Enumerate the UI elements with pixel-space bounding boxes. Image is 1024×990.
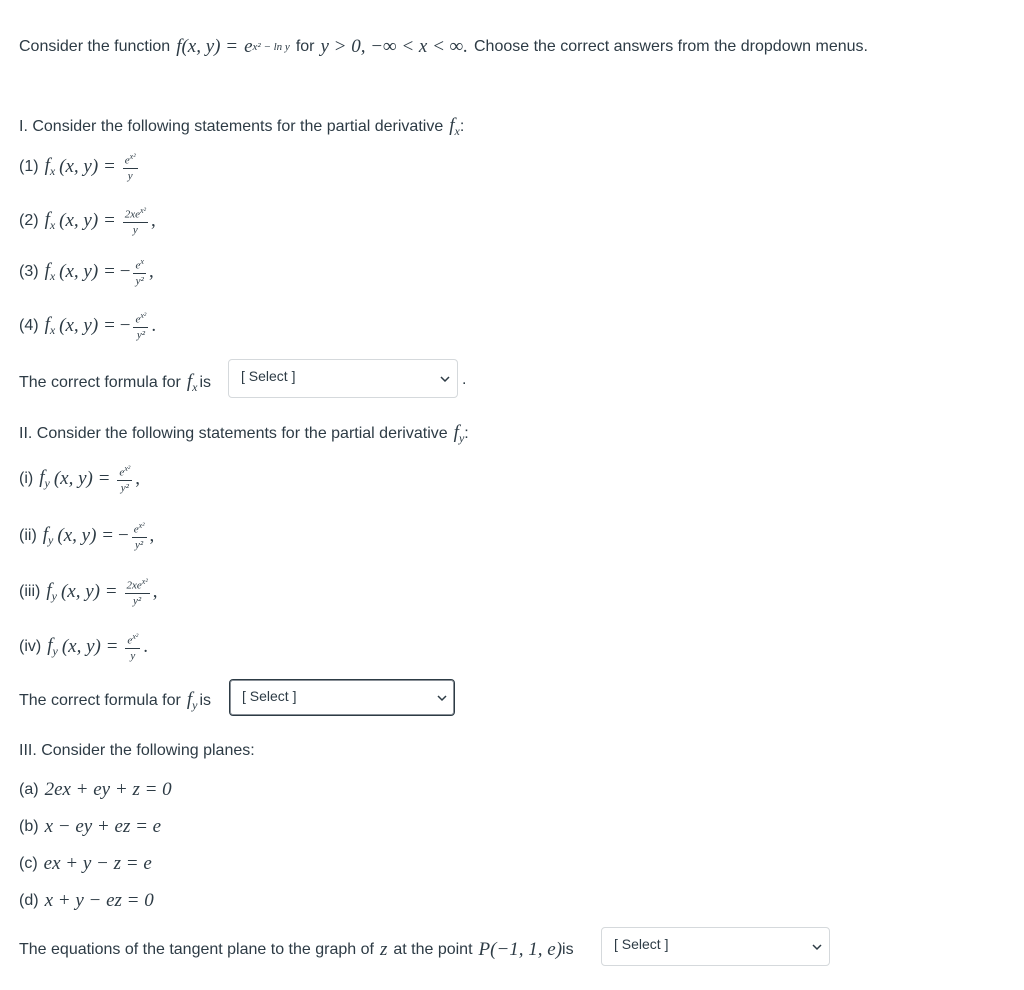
part1-option: (3) $f_x$ (x, y) = − $\frac{e^x}{\text{y²}}$ ,: [19, 257, 154, 287]
part1-heading: [19, 115, 464, 139]
chevron-down-icon: [811, 941, 823, 953]
plane-option: [19, 890, 154, 912]
option-args: (x, y) =: [60, 581, 118, 603]
part2-answer-line: The correct formula for $f_y$ is: [19, 689, 211, 712]
part2-var: $f_y$: [453, 422, 465, 445]
option-label: (4): [19, 317, 39, 335]
option-label: (i): [19, 470, 34, 488]
part2-option: (ii) $f_y$ (x, y) = − $\frac{e^{x^2}}{\text{y²}}$ ,: [19, 521, 155, 551]
option-fraction: $\frac{e^{x^2}}{y}$: [127, 632, 139, 662]
option-label: (iv): [19, 638, 42, 656]
part1-colon: :: [459, 118, 465, 135]
option-label: (1): [19, 158, 39, 176]
option-fraction: $\frac{e^{x^2}}{y}$: [124, 152, 136, 182]
option-label: (3): [19, 263, 39, 281]
option-args: (x, y) =: [53, 468, 111, 490]
answer-text: The equations of the tangent plane to the graph of: [19, 941, 374, 958]
option-args: (x, y) =: [59, 261, 116, 283]
option-args: (x, y) =: [59, 315, 116, 337]
plane-option: [19, 779, 172, 801]
part3-answer-line: The equations of the tangent plane to the graph of z at the point P(−1, 1, e) is: [19, 939, 574, 960]
plane-equation: ex + y − z = e: [43, 853, 152, 874]
part2-option: (iii) $f_y$ (x, y) = $\frac{2xe^{x^2}}{\text{y²}}$ ,: [19, 577, 158, 607]
option-args: (x, y) =: [57, 525, 114, 547]
option-label: (iii): [19, 583, 41, 601]
part2-heading-text: II. Consider the following statements for the partial derivative: [19, 425, 448, 442]
fy-select-dropdown[interactable]: [229, 679, 455, 716]
intro-for: for: [295, 38, 315, 55]
plane-equation: x + y − ez = 0: [44, 890, 154, 911]
function-domain: y > 0, −∞ < x < ∞.: [320, 36, 468, 57]
part3-heading: III. Consider the following planes:: [19, 742, 255, 759]
part2-option: (i) $f_y$ (x, y) = $\frac{e^{x^2}}{\text{y²}}$ ,: [19, 464, 141, 494]
function-lhs: f(x, y) =: [176, 36, 239, 57]
intro-instructions: Choose the correct answers from the dropdown menus.: [473, 38, 868, 55]
option-fraction: $\frac{e^{x^2}}{\text{y²}}$: [119, 464, 131, 494]
chevron-down-icon: [439, 373, 451, 385]
part1-option: (2) $f_x$ (x, y) = $\frac{2xe^{x^2}}{y}$ ,: [19, 206, 156, 236]
part1-heading-text: I. Consider the following statements for the partial derivative: [19, 118, 444, 135]
option-label: (2): [19, 212, 39, 230]
select-label: [ Select ]: [614, 936, 669, 952]
option-fraction: $\frac{e^x}{\text{y²}}$: [135, 257, 144, 287]
part2-heading: [19, 422, 469, 446]
part1-option: (4) $f_x$ (x, y) = − $\frac{e^{x^2}}{\text{y²}}$ .: [19, 311, 157, 341]
option-args: (x, y) =: [59, 156, 116, 178]
option-fraction: $\frac{2xe^{x^2}}{y}$: [124, 206, 146, 236]
select-label: [ Select ]: [241, 368, 296, 384]
answer-text: The correct formula for: [19, 692, 181, 709]
option-fraction: $\frac{2xe^{x^2}}{\text{y²}}$: [126, 577, 148, 607]
part1-var: $f_x$: [449, 115, 460, 138]
part1-answer-end: .: [462, 371, 467, 388]
answer-text: The correct formula for: [19, 374, 181, 391]
tangent-point: P(−1, 1, e): [478, 939, 563, 960]
intro-text: Consider the function: [19, 38, 171, 55]
plane-option: [19, 853, 152, 875]
plane-option: [19, 816, 161, 838]
select-label: [ Select ]: [242, 688, 297, 704]
tangent-plane-select-dropdown[interactable]: [601, 927, 830, 966]
option-fraction: $\frac{e^{x^2}}{\text{y²}}$: [135, 311, 147, 341]
option-args: (x, y) =: [59, 210, 116, 232]
part1-option: (1) $f_x$ (x, y) = $\frac{e^{x^2}}{y}$: [19, 152, 136, 182]
plane-label: (b): [19, 818, 39, 835]
plane-equation: x − ey + ez = e: [44, 816, 162, 837]
part1-answer-line: The correct formula for $f_x$ is: [19, 371, 211, 394]
option-fraction: $\frac{e^{x^2}}{\text{y²}}$: [133, 521, 145, 551]
intro-line: [19, 36, 868, 58]
part2-colon: :: [464, 425, 469, 442]
function-exponent: x² − ln y: [252, 41, 290, 53]
chevron-down-icon: [436, 692, 448, 704]
plane-label: (a): [19, 781, 39, 798]
option-args: (x, y) =: [61, 636, 119, 658]
plane-equation: 2ex + ey + z = 0: [44, 779, 172, 800]
plane-label: (d): [19, 892, 39, 909]
part2-option: (iv) $f_y$ (x, y) = $\frac{e^{x^2}}{y}$ .: [19, 632, 149, 662]
option-label: (ii): [19, 527, 37, 545]
plane-label: (c): [19, 855, 38, 872]
function-base: e: [244, 36, 253, 57]
fx-select-dropdown[interactable]: [228, 359, 458, 398]
